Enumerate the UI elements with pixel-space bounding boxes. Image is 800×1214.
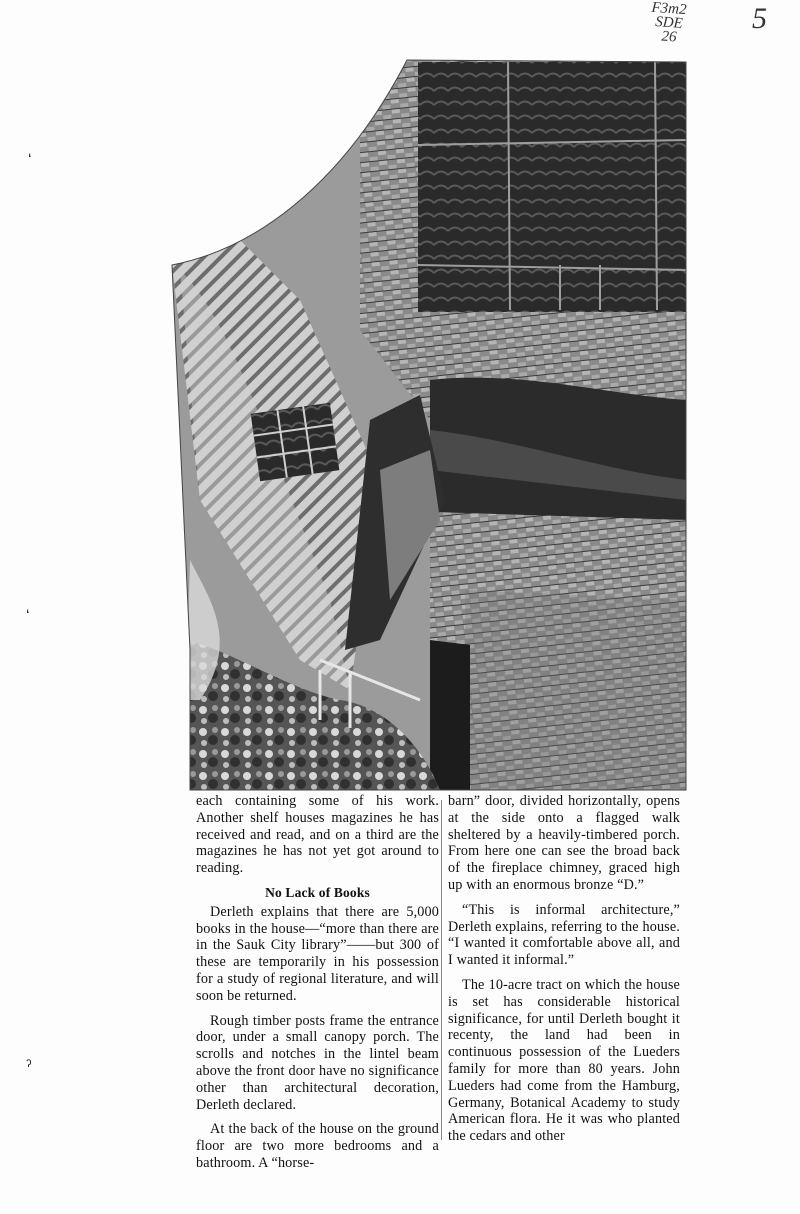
article-paragraph: “This is informal architecture,” Derleth explains, referring to the house. “I wanted it comfortable above all, and I wanted it informal.” — [448, 901, 680, 969]
margin-mark-top: ʻ — [28, 152, 32, 169]
source-line-3: 26 — [660, 28, 678, 46]
article-paragraph: each containing some of his work. Another shelf houses magazines he has received and read, and on a third are the magazines he has not yet got around to reading. — [196, 793, 439, 877]
page-number: 5 — [752, 2, 767, 35]
article-paragraph: Derleth explains that there are 5,000 books in the house—“more than there are in the Sauk City library”——but 300 of these are temporarily in his possession for a study of regional literature, and will soon be returned. — [196, 903, 439, 1004]
article-subhead: No Lack of Books — [265, 884, 370, 900]
article-right-column — [448, 793, 680, 1153]
margin-mark-middle: ʻ — [26, 608, 30, 625]
source-line-1: F3m2 — [650, 0, 688, 19]
column-divider — [441, 800, 442, 1140]
article-paragraph: The 10-acre tract on which the house is set has considerable historical significance, for until Derleth bought it recenty, the land had been in continuous possession of the Lueders family for more than 80 years. John Lueders had come from the Hamburg, Germany, Botanical Academy to study American flora. He it was who planted the cedars and other — [448, 976, 680, 1145]
margin-mark-bottom: ˀ — [26, 1058, 32, 1075]
article-left-column — [196, 793, 439, 1180]
source-line-2: SDE — [654, 14, 684, 32]
article-paragraph: barn” door, divided horizontally, opens at the side onto a flagged walk sheltered by a heavily-timbered porch. From here one can see the broad back of the fireplace chimney, graced high up with an enormous bronze “D.” — [448, 793, 680, 893]
article-paragraph: Rough timber posts frame the entrance door, under a small canopy porch. The scrolls and notches in the lintel beam above the front door have no significance other than architectural decoration, Derleth declared. — [196, 1012, 439, 1113]
article-paragraph: At the back of the house on the ground floor are two more bedrooms and a bathroom. A “horse- — [196, 1121, 439, 1171]
